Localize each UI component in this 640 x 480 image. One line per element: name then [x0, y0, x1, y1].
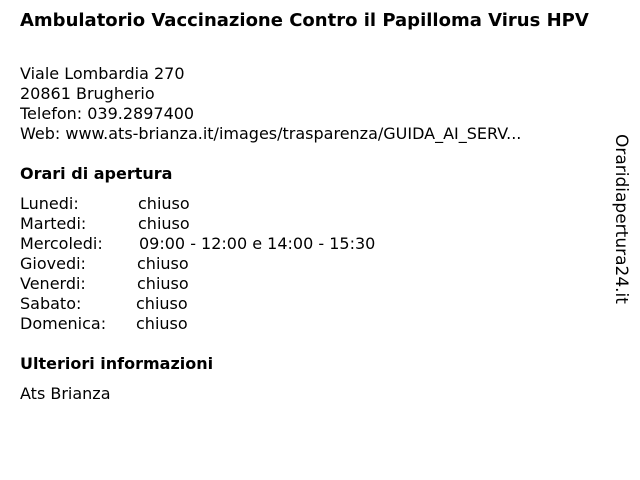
website-link[interactable]: Web: www.ats-brianza.it/images/trasparenza/GUIDA_AI_SERV... — [20, 124, 522, 143]
further-info-text: Ats Brianza — [20, 384, 111, 403]
opening-hours-heading: Orari di apertura — [20, 164, 173, 183]
hours-row-wednesday — [20, 234, 376, 254]
day-hours: chiuso — [137, 274, 189, 293]
day-hours: chiuso — [137, 254, 189, 273]
day-label: Venerdi: — [20, 274, 86, 293]
day-hours: chiuso — [136, 314, 188, 333]
day-hours: chiuso — [138, 214, 190, 233]
phone-number: Telefon: 039.2897400 — [20, 104, 195, 123]
side-brand-watermark: Oraridiapertura24.it — [611, 134, 631, 304]
city-postcode: 20861 Brugherio — [20, 84, 155, 103]
page-title: Ambulatorio Vaccinazione Contro il Papilloma Virus HPV — [20, 10, 589, 31]
hours-row-thursday — [20, 254, 189, 274]
day-label: Domenica: — [20, 314, 107, 333]
hours-row-tuesday — [20, 214, 190, 234]
day-label: Lunedi: — [20, 194, 79, 213]
hours-row-saturday — [20, 294, 188, 314]
day-label: Mercoledi: — [20, 234, 103, 253]
hours-row-friday — [20, 274, 189, 294]
day-label: Martedi: — [20, 214, 87, 233]
day-hours: 09:00 - 12:00 e 14:00 - 15:30 — [139, 234, 376, 253]
hours-row-monday — [20, 194, 190, 214]
further-info-heading: Ulteriori informazioni — [20, 354, 214, 373]
street-address: Viale Lombardia 270 — [20, 64, 185, 83]
hours-row-sunday — [20, 314, 188, 334]
day-label: Giovedi: — [20, 254, 86, 273]
day-hours: chiuso — [136, 294, 188, 313]
address-block — [20, 64, 605, 144]
day-hours: chiuso — [138, 194, 190, 213]
opening-hours-table — [20, 194, 376, 334]
day-label: Sabato: — [20, 294, 82, 313]
